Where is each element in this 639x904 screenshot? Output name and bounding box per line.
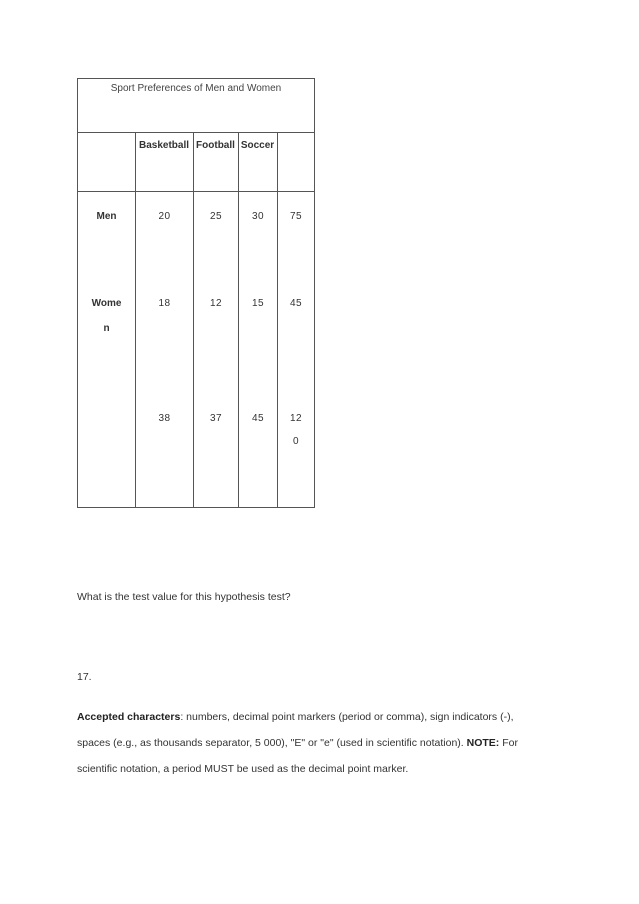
note-label: NOTE: xyxy=(466,737,500,749)
table-cell: 45 xyxy=(251,413,265,424)
table-cell: 30 xyxy=(251,211,265,222)
table-cell: 18 xyxy=(158,298,171,309)
table-rule xyxy=(78,191,314,192)
column-header-soccer: Soccer xyxy=(240,140,275,151)
table-rule xyxy=(135,132,136,507)
table-title: Sport Preferences of Men and Women xyxy=(110,83,282,94)
sport-preferences-table xyxy=(77,78,315,508)
table-cell: 12 xyxy=(209,298,223,309)
row-label-men: Men xyxy=(96,211,117,222)
table-cell-total: 45 xyxy=(289,298,303,309)
row-label-women-wrap: n xyxy=(103,323,110,334)
table-rule xyxy=(193,132,194,507)
accepted-characters-text: For xyxy=(499,737,518,749)
accepted-characters-line-3: scientific notation, a period MUST be used as the decimal point marker. xyxy=(77,763,409,775)
table-cell-total: 12 xyxy=(289,413,303,424)
accepted-characters-label: Accepted characters xyxy=(77,711,181,723)
row-label-women: Wome xyxy=(91,298,122,309)
table-cell: 25 xyxy=(209,211,223,222)
accepted-characters-line-2 xyxy=(77,737,518,749)
table-rule xyxy=(238,132,239,507)
table-cell-total: 75 xyxy=(289,211,303,222)
accepted-characters-text: spaces (e.g., as thousands separator, 5 000), "E" or "e" (used in scientific notation). xyxy=(77,737,467,749)
column-header-basketball: Basketball xyxy=(138,140,190,151)
table-cell: 38 xyxy=(158,413,171,424)
accepted-characters-line-1 xyxy=(77,711,514,723)
table-rule xyxy=(78,132,314,133)
table-cell: 20 xyxy=(158,211,171,222)
column-header-football: Football xyxy=(196,140,235,151)
question-text: What is the test value for this hypothesis test? xyxy=(77,591,291,603)
table-cell: 37 xyxy=(209,413,223,424)
accepted-characters-text: : numbers, decimal point markers (period or comma), sign indicators (-), xyxy=(180,711,514,723)
question-number: 17. xyxy=(77,671,92,683)
table-rule xyxy=(277,132,278,507)
table-cell: 15 xyxy=(251,298,265,309)
table-cell-total-wrap: 0 xyxy=(292,436,300,447)
